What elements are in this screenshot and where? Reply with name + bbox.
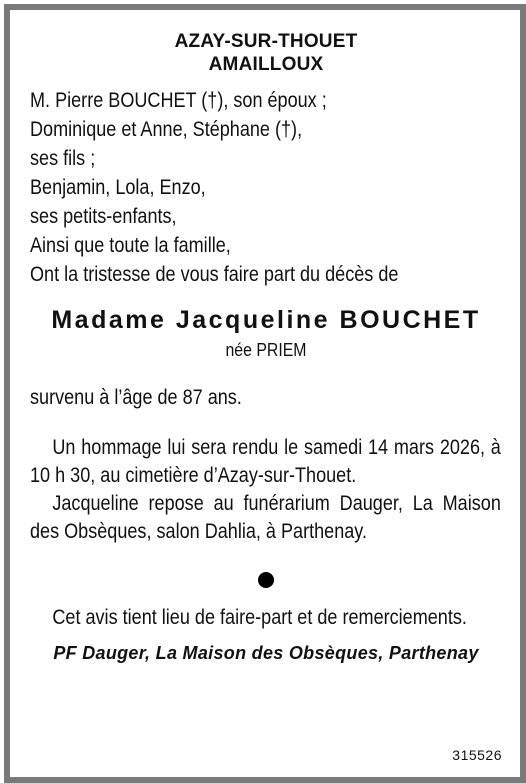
bullet-separator (258, 572, 274, 588)
hommage-paragraph (30, 434, 501, 490)
reference-number: 315526 (452, 747, 502, 763)
family-line: ses petits-enfants, (30, 205, 177, 228)
notice-header (30, 30, 502, 76)
header-locality: AMAILLOUX (208, 54, 324, 75)
family-line: Dominique et Anne, Stéphane (†), (30, 118, 303, 141)
age-line: survenu à l’âge de 87 ans. (30, 386, 242, 409)
family-line: M. Pierre BOUCHET (†), son époux ; (30, 89, 327, 112)
family-list (30, 86, 501, 289)
header-town: AZAY-SUR-THOUET (174, 31, 358, 52)
avis-text: Cet avis tient lieu de faire-part et de remerciements. (52, 606, 467, 629)
maiden-name: née PRIEM (225, 340, 307, 360)
family-line: Ainsi que toute la famille, (30, 234, 231, 257)
family-line: ses fils ; (30, 147, 96, 170)
hommage-text: Un hommage lui sera rendu le samedi 14 mars 2026, à 10 h 30, au cimetière d’Azay-sur-Thouet. (30, 436, 501, 487)
obituary-notice-frame (4, 4, 526, 783)
obituary-notice (30, 30, 502, 777)
family-line: Ont la tristesse de vous faire part du décès de (30, 263, 399, 286)
deceased-name: Madame Jacqueline BOUCHET (51, 306, 481, 334)
repose-paragraph (30, 490, 501, 546)
avis-paragraph (30, 604, 501, 632)
repose-text: Jacqueline repose au funérarium Dauger, La Maison des Obsèques, salon Dahlia, à Parthenay. (30, 492, 501, 543)
funeral-home-signature: PF Dauger, La Maison des Obsèques, Parthenay (53, 643, 479, 663)
family-line: Benjamin, Lola, Enzo, (30, 176, 206, 199)
